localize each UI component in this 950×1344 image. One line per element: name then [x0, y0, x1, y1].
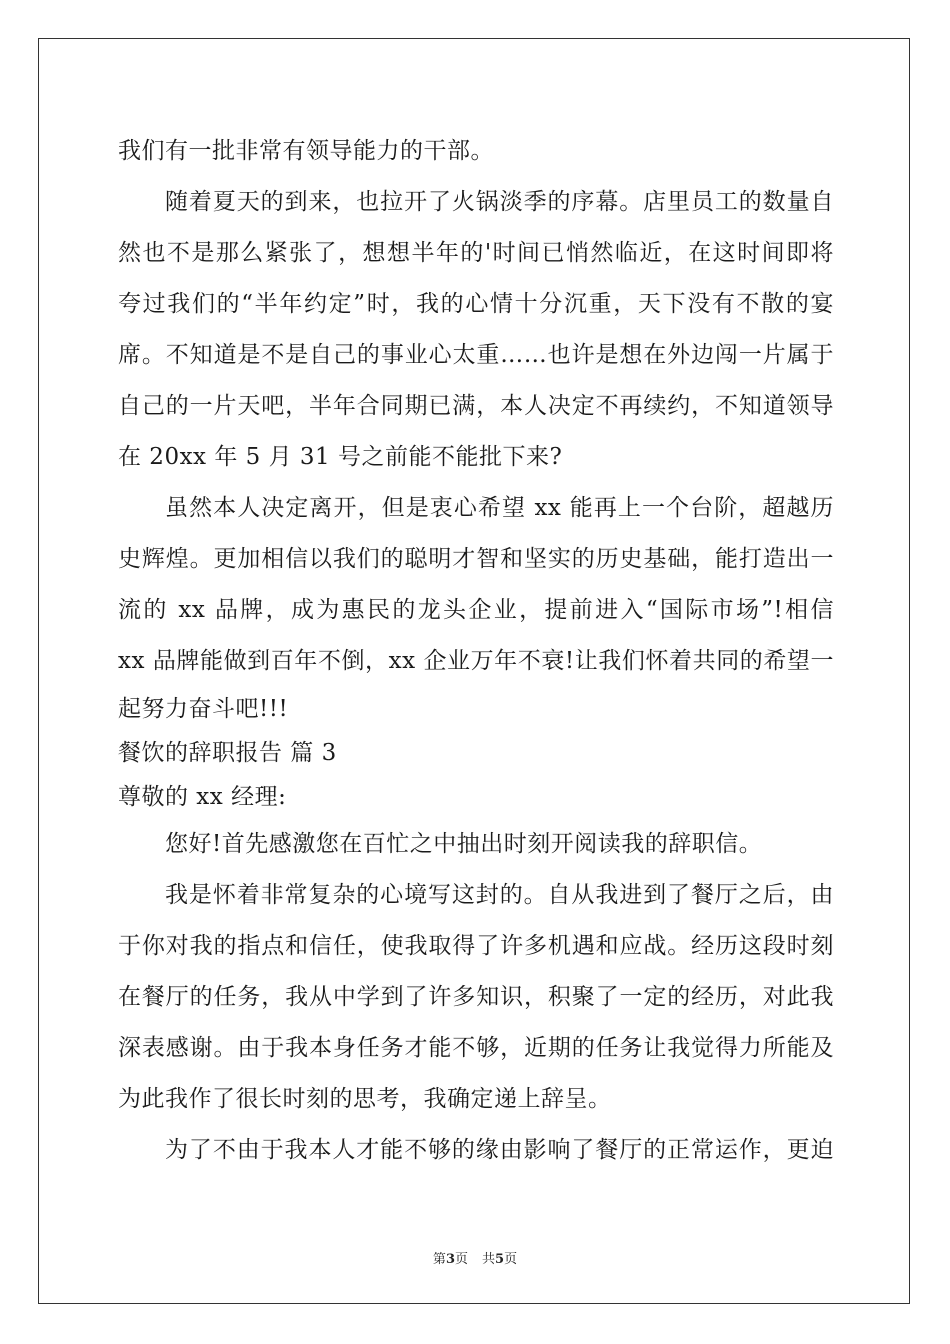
page-footer	[0, 1248, 950, 1267]
paragraph-line: 为了不由于我本人才能不够的缘由影响了餐厅的正常运作，更迫	[165, 1137, 834, 1163]
document-body	[118, 126, 834, 1176]
paragraph-line: 自己的一片天吧，半年合同期已满，本人决定不再续约，不知道领导	[118, 393, 834, 419]
paragraph-line: 您好!首先感激您在百忙之中抽出时刻开阅读我的辞职信。	[165, 831, 763, 857]
paragraph-line: 随着夏天的到来，也拉开了火锅淡季的序幕。店里员工的数量自	[165, 189, 834, 215]
paragraph-line: 史辉煌。更加相信以我们的聪明才智和坚实的历史基础，能打造出一	[118, 546, 834, 572]
paragraph-line: xx 品牌能做到百年不倒，xx 企业万年不衰!让我们怀着共同的希望一	[118, 648, 834, 674]
paragraph-line: 于你对我的指点和信任，使我取得了许多机遇和应战。经历这段时刻	[118, 933, 834, 959]
paragraph-line: 深表感谢。由于我本身任务才能不够，近期的任务让我觉得力所能及	[118, 1035, 834, 1061]
total-pages: 5	[495, 1252, 505, 1267]
paragraph-line: 为此我作了很长时刻的思考，我确定递上辞呈。	[118, 1086, 612, 1112]
total-label-suffix: 页	[504, 1252, 518, 1267]
paragraph-line: 在 20xx 年 5 月 31 号之前能不能批下来?	[118, 444, 563, 470]
salutation: 尊敬的 xx 经理:	[118, 784, 287, 810]
paragraph-line: 我们有一批非常有领导能力的干部。	[118, 138, 494, 164]
paragraph-line: 然也不是那么紧张了，想想半年的'时间已悄然临近，在这时间即将	[118, 240, 834, 266]
page-label-prefix: 第	[432, 1252, 446, 1267]
total-label-prefix: 共	[482, 1252, 496, 1267]
paragraph-line: 虽然本人决定离开，但是衷心希望 xx 能再上一个台阶，超越历	[165, 495, 834, 521]
paragraph-line: 流的 xx 品牌，成为惠民的龙头企业，提前进入“国际市场”!相信	[118, 597, 834, 623]
paragraph-line: 席。不知道是不是自己的事业心太重……也许是想在外边闯一片属于	[118, 342, 834, 368]
paragraph-line: 夸过我们的“半年约定”时，我的心情十分沉重，天下没有不散的宴	[118, 291, 834, 317]
paragraph-line: 起努力奋斗吧!!!	[118, 696, 289, 722]
paragraph-line: 我是怀着非常复杂的心境写这封的。自从我进到了餐厅之后，由	[165, 882, 834, 908]
paragraph-line: 在餐厅的任务，我从中学到了许多知识，积聚了一定的经历，对此我	[118, 984, 834, 1010]
page-number: 3	[445, 1252, 455, 1267]
page-label-suffix: 页	[454, 1252, 468, 1267]
section-heading: 餐饮的辞职报告 篇 3	[118, 740, 337, 766]
